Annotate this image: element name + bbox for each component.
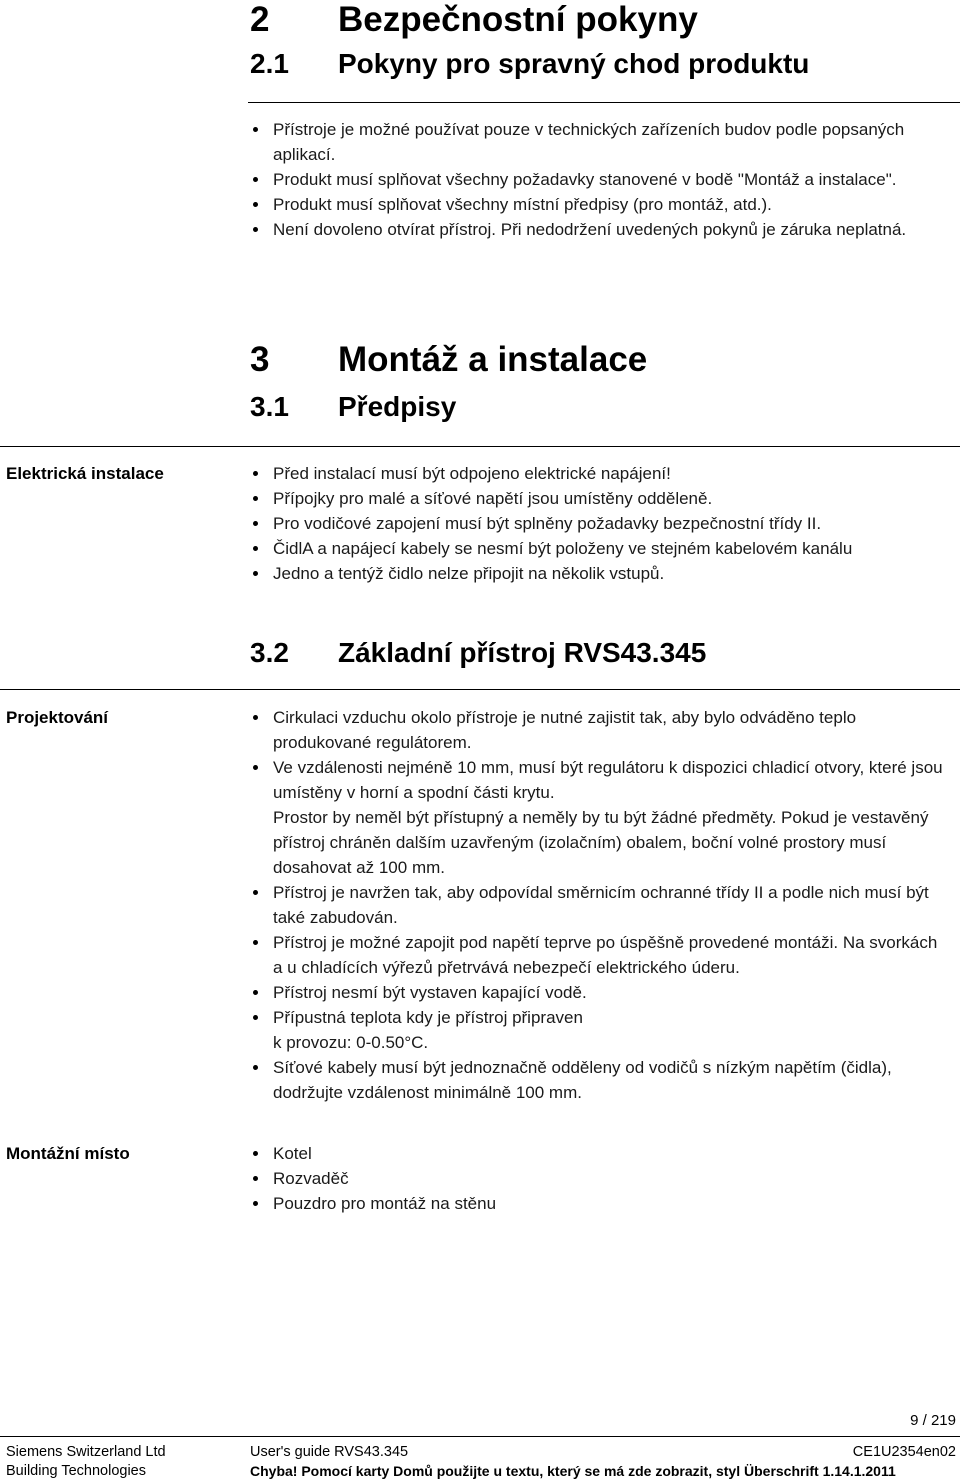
list-item: Pro vodičové zapojení musí být splněny požadavky bezpečnostní třídy II. — [273, 511, 943, 536]
section-3-number: 3 — [250, 340, 270, 379]
section-2-1-title: Pokyny pro spravný chod produktu — [338, 48, 810, 79]
list-item: Není dovoleno otvírat přístroj. Při nedodržení uvedených pokynů je záruka neplatná. — [273, 217, 943, 242]
electrical-installation-label: Elektrická instalace — [6, 464, 164, 483]
list-item-continuation: Prostor by neměl být přístupný a neměly by tu být žádné předměty. Pokud je vestavěný přístroj chráněn dalším uzavřeným (izolačním) obalem, boční volné prostory musí dosahovat až 100 mm. — [273, 808, 929, 877]
list-item-continuation: k provozu: 0-0.50°C. — [273, 1033, 429, 1052]
section-2-title: Bezpečnostní pokyny — [338, 0, 698, 39]
list-item: Pouzdro pro montáž na stěnu — [273, 1191, 943, 1216]
list-item: Přístroj nesmí být vystaven kapající vodě. — [273, 980, 943, 1005]
section-3-1-number: 3.1 — [250, 391, 289, 422]
safety-bullet-list — [273, 117, 943, 242]
list-item: Přípojky pro malé a síťové napětí jsou umístěny odděleně. — [273, 486, 943, 511]
footer-guide: User's guide RVS43.345 — [250, 1444, 409, 1460]
list-item: Přístroj je navržen tak, aby odpovídal směrnicím ochranné třídy II a podle nich musí být také zabudován. — [273, 880, 943, 930]
footer-division: Building Technologies — [6, 1463, 147, 1479]
list-item: Přípustná teplota kdy je přístroj připraven — [273, 1005, 943, 1030]
mounting-bullet-list — [273, 1141, 943, 1216]
page-number: 9 / 219 — [910, 1412, 956, 1429]
list-item: Produkt musí splňovat všechny požadavky stanovené v bodě "Montáž a instalace". — [273, 167, 943, 192]
footer-divider — [0, 1436, 960, 1437]
section-2-number: 2 — [250, 0, 270, 39]
footer-company: Siemens Switzerland Ltd — [6, 1444, 166, 1460]
section-divider — [0, 446, 960, 447]
list-item: Kotel — [273, 1141, 943, 1166]
list-item: Před instalací musí být odpojeno elektrické napájení! — [273, 461, 943, 486]
list-item: Přístroje je možné používat pouze v technických zařízeních budov podle popsaných aplikací. — [273, 117, 943, 167]
footer-doc-id: CE1U2354en02 — [852, 1444, 956, 1460]
list-item: Rozvaděč — [273, 1166, 943, 1191]
section-3-2-title: Základní přístroj RVS43.345 — [338, 637, 707, 668]
section-divider — [0, 689, 960, 690]
section-3-1-title: Předpisy — [338, 391, 457, 422]
list-item: Ve vzdálenosti nejméně 10 mm, musí být regulátoru k dispozici chladicí otvory, které jsou umístěny v horní a spodní části krytu. — [273, 755, 943, 805]
projecting-label: Projektování — [6, 708, 109, 727]
projecting-bullet-list — [273, 705, 943, 1105]
mounting-location-label: Montážní místo — [6, 1144, 130, 1163]
section-divider — [248, 102, 960, 103]
electrical-bullet-list — [273, 461, 943, 586]
section-3-title: Montáž a instalace — [338, 340, 648, 379]
list-item: Jedno a tentýž čidlo nelze připojit na několik vstupů. — [273, 561, 943, 586]
list-item: Síťové kabely musí být jednoznačně odděleny od vodičů s nízkým napětím (čidla), dodržujte vzdálenost minimálně 100 mm. — [273, 1055, 943, 1105]
section-3-2-number: 3.2 — [250, 637, 289, 668]
list-item: ČidlA a napájecí kabely se nesmí být položeny ve stejném kabelovém kanálu — [273, 536, 943, 561]
list-item: Cirkulaci vzduchu okolo přístroje je nutné zajistit tak, aby bylo odváděno teplo produkované regulátorem. — [273, 705, 943, 755]
section-2-1-number: 2.1 — [250, 48, 289, 79]
footer-error-text: Chyba! Pomocí karty Domů použijte u textu, který se má zde zobrazit, styl Überschrift 1.14.1.2011 — [250, 1463, 896, 1479]
list-item: Produkt musí splňovat všechny místní předpisy (pro montáž, atd.). — [273, 192, 943, 217]
list-item: Přístroj je možné zapojit pod napětí teprve po úspěšně provedené montáži. Na svorkách a u chladících výřezů přetrvává nebezpečí elektrického úderu. — [273, 930, 943, 980]
